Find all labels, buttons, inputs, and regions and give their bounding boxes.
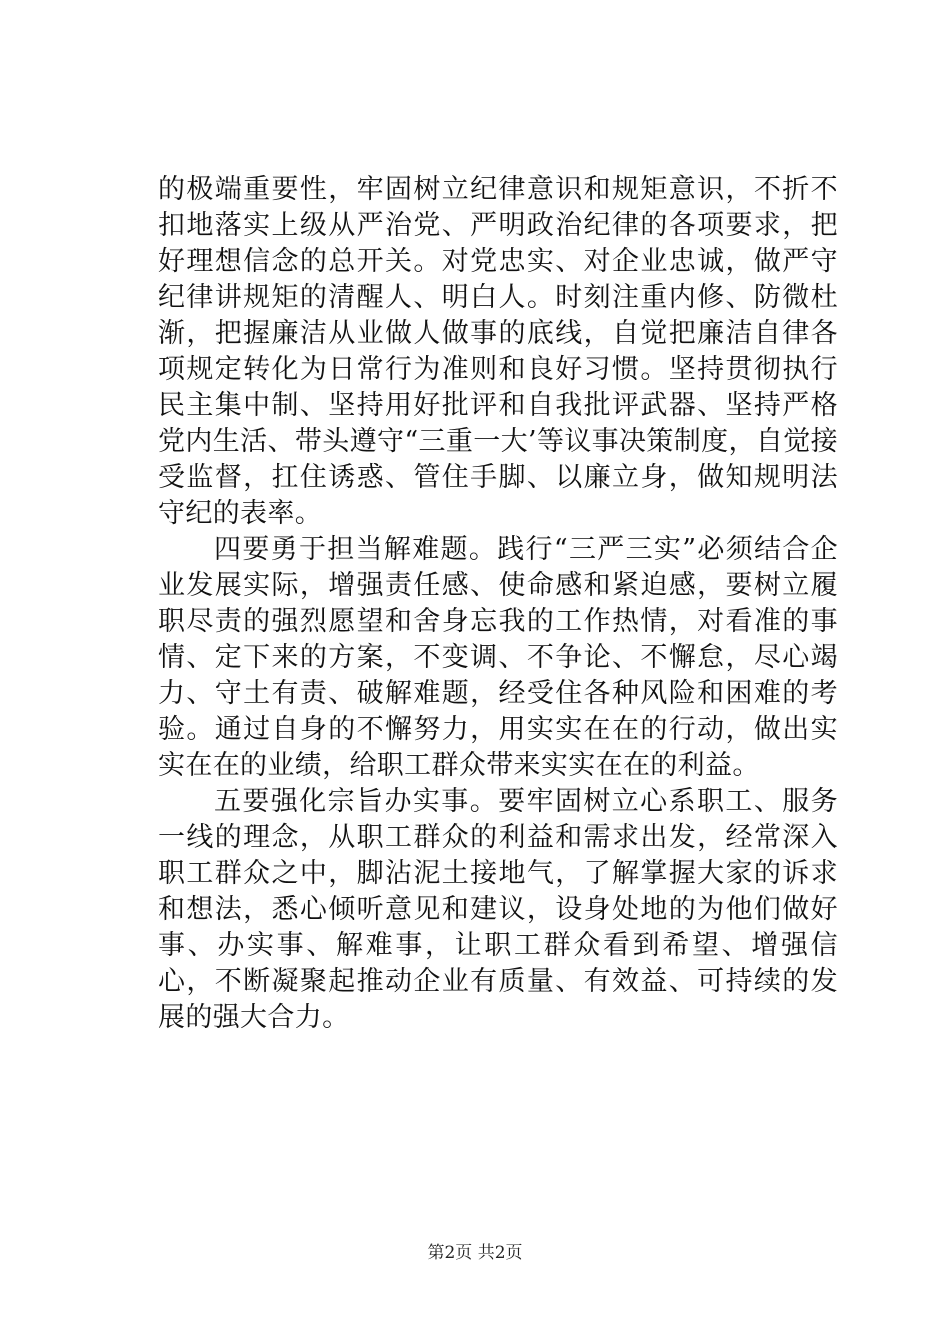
- page-number-footer: 第2页 共2页: [427, 1243, 523, 1263]
- document-body: [158, 172, 838, 1036]
- paragraph-four: 四要勇于担当解难题。践行“三严三实”必须结合企业发展实际，增强责任感、使命感和紧迫感，要树立履职尽责的强烈愿望和舍身忘我的工作热情，对看准的事情、定下来的方案，不变调、不争论、不懈怠，尽心竭力、守土有责、破解难题，经受住各种风险和困难的考验。通过自身的不懈努力，用实实在在的行动，做出实实在在的业绩，给职工群众带来实实在在的利益。: [158, 534, 838, 781]
- paragraph-continued: 的极端重要性，牢固树立纪律意识和规矩意识，不折不扣地落实上级从严治党、严明政治纪律的各项要求，把好理想信念的总开关。对党忠实、对企业忠诚，做严守纪律讲规矩的清醒人、明白人。时刻注重内修、防微杜渐，把握廉洁从业做人做事的底线，自觉把廉洁自律各项规定转化为日常行为准则和良好习惯。坚持贯彻执行民主集中制、坚持用好批评和自我批评武器、坚持严格党内生活、带头遵守“三重一大’等议事决策制度，自觉接受监督，扛住诱惑、管住手脚、以廉立身，做知规明法守纪的表率。: [158, 174, 838, 529]
- paragraph-five: 五要强化宗旨办实事。要牢固树立心系职工、服务一线的理念，从职工群众的利益和需求出发，经常深入职工群众之中，脚沾泥土接地气，了解掌握大家的诉求和想法，悉心倾听意见和建议，设身处地的为他们做好事、办实事、解难事，让职工群众看到希望、增强信心，不断凝聚起推动企业有质量、有效益、可持续的发展的强大合力。: [158, 786, 838, 1033]
